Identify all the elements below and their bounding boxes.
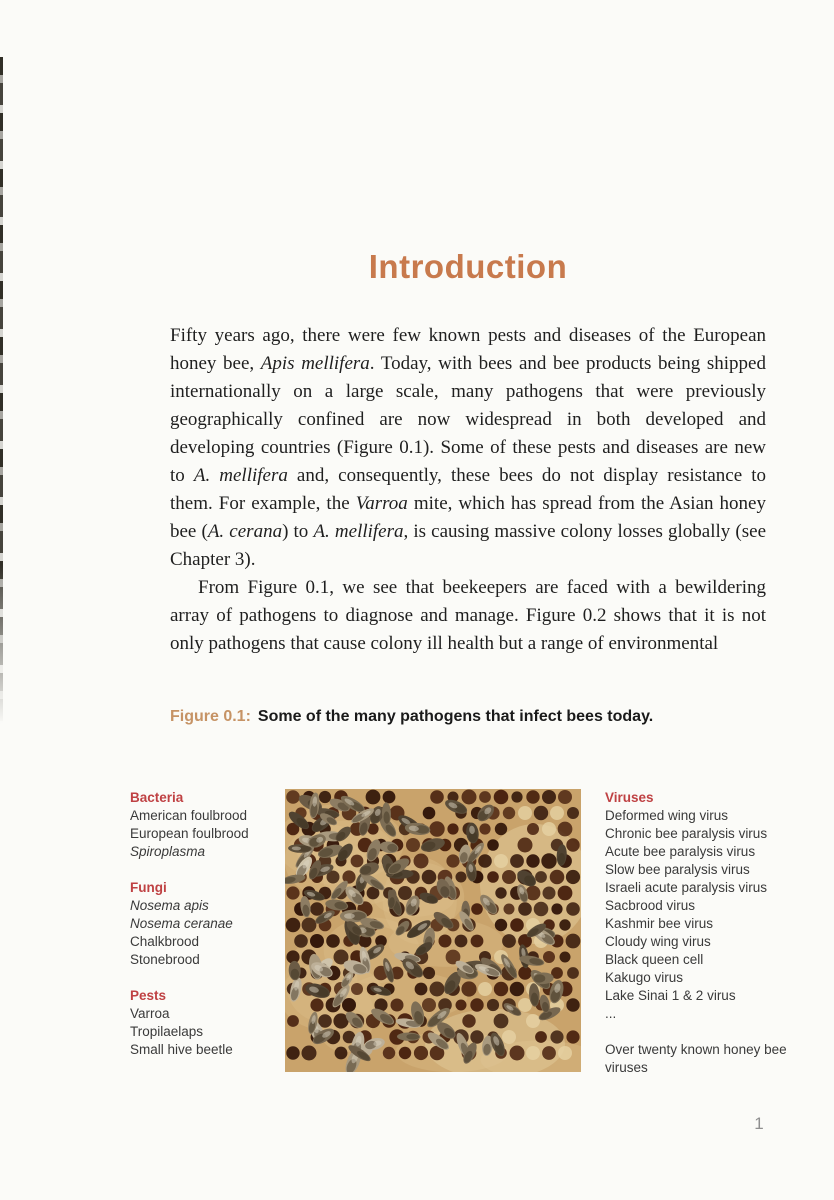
viruses-heading: Viruses: [605, 790, 654, 805]
paragraph-1: Fifty years ago, there were few known pests and diseases of the European honey bee, Apis mellifera. Today, with bees and bee products being shipped internationally on a large scale, many pathogens that were previously geographically confined are now widespread in both developed and developing countries (Figure 0.1). Some of these pests and diseases are new to A. mellifera and, consequently, these bees do not display resistance to them. For example, the Varroa mite, which has spread from the Asian honey bee (A. cerana) to A. mellifera, is causing massive colony losses globally (see Chapter 3).: [170, 325, 767, 570]
list-item: Stonebrood: [130, 952, 200, 967]
paragraph-2: From Figure 0.1, we see that beekeepers are faced with a bewildering array of pathogens to diagnose and manage. Figure 0.2 shows that it is not only pathogens that cause colony ill health but a range of environmental: [170, 577, 766, 654]
list-item: ...: [605, 1006, 617, 1021]
list-item: Nosema apis: [130, 898, 209, 913]
fungi-items: [130, 897, 282, 969]
list-item: Cloudy wing virus: [605, 934, 711, 949]
list-item: Chronic bee paralysis virus: [605, 826, 768, 841]
list-item: Nosema ceranae: [130, 916, 233, 931]
chapter-title: Introduction: [368, 248, 568, 285]
list-item: American foulbrood: [130, 808, 248, 823]
viruses-items: [605, 807, 801, 1023]
list-item: Deformed wing virus: [605, 808, 729, 823]
body-text: [170, 322, 766, 658]
fungi-section: [130, 879, 282, 969]
viruses-section: [605, 789, 801, 1023]
figure-caption-label: Figure 0.1:: [170, 708, 251, 725]
list-item: Tropilaelaps: [130, 1024, 204, 1039]
list-item: Black queen cell: [605, 952, 704, 967]
figure-caption-text: Some of the many pathogens that infect bees today.: [257, 708, 654, 725]
list-item: Kakugo virus: [605, 970, 684, 985]
list-item: Sacbrood virus: [605, 898, 696, 913]
pathogen-list-left: [130, 789, 282, 1077]
list-item: Slow bee paralysis virus: [605, 862, 750, 877]
list-item: Lake Sinai 1 & 2 virus: [605, 988, 736, 1003]
list-item: Small hive beetle: [130, 1042, 233, 1057]
bees-photo: [285, 789, 581, 1072]
scan-edge-artifact: [0, 57, 3, 725]
list-item: Spiroplasma: [130, 844, 206, 859]
list-item: Israeli acute paralysis virus: [605, 880, 768, 895]
bacteria-items: [130, 807, 282, 861]
bacteria-section: [130, 789, 282, 861]
list-item: European foulbrood: [130, 826, 249, 841]
viruses-note: Over twenty known honey bee viruses: [605, 1042, 787, 1075]
list-item: Kashmir bee virus: [605, 916, 714, 931]
pests-section: [130, 987, 282, 1059]
list-item: Acute bee paralysis virus: [605, 844, 756, 859]
fungi-heading: Fungi: [130, 880, 167, 895]
pathogen-list-right: [605, 789, 801, 1077]
pests-heading: Pests: [130, 988, 167, 1003]
list-item: Varroa: [130, 1006, 170, 1021]
figure-caption: [170, 706, 790, 728]
page-number: 1: [754, 1114, 764, 1133]
pests-items: [130, 1005, 282, 1059]
bacteria-heading: Bacteria: [130, 790, 184, 805]
list-item: Chalkbrood: [130, 934, 200, 949]
